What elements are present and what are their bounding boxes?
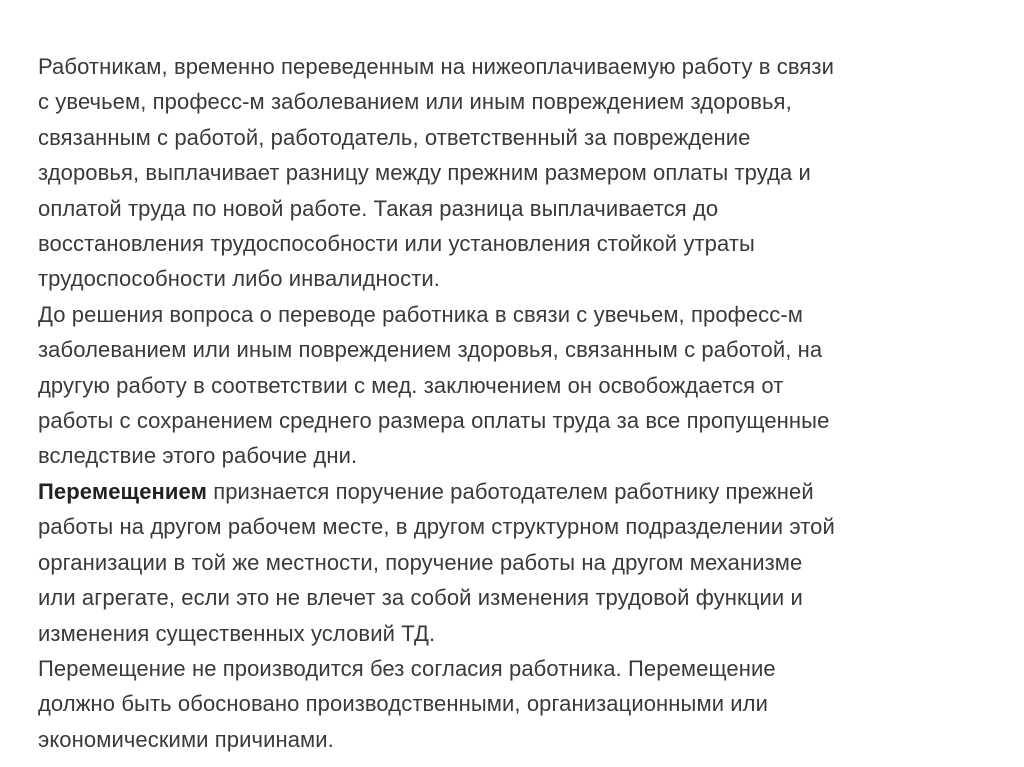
text-line: заболеванием или иным повреждением здоровья, связанным с работой, на [38, 337, 823, 363]
text-line: другую работу в соответствии с мед. заключением он освобождается от [38, 372, 784, 398]
text-line: или агрегате, если это не влечет за собой изменения трудовой функции и [38, 585, 803, 611]
text-line: работы на другом рабочем месте, в другом структурном подразделении этой [38, 514, 835, 540]
text-line [38, 474, 988, 509]
text-line: организации в той же местности, поручение работы на другом механизме [38, 549, 803, 575]
paragraph-wage-difference [38, 49, 988, 297]
text-line: вследствие этого рабочие дни. [38, 443, 358, 469]
text-line: Работникам, временно переведенным на нижеоплачиваемую работу в связи [38, 54, 834, 79]
text-line: здоровья, выплачивает разницу между прежним размером оплаты труда и [38, 160, 811, 186]
text-line: оплатой труда по новой работе. Такая разница выплачивается до [38, 195, 719, 221]
paragraph-transfer-consent [38, 651, 988, 757]
text-line: изменения существенных условий ТД. [38, 620, 436, 646]
paragraph-transfer-definition [38, 474, 988, 651]
text-line: работы с сохранением среднего размера оплаты труда за все пропущенные [38, 408, 830, 434]
text-line: экономическими причинами. [38, 726, 334, 752]
text-line: с увечьем, професс-м заболеванием или иным повреждением здоровья, [38, 89, 792, 115]
text-line: связанным с работой, работодатель, ответственный за повреждение [38, 124, 751, 150]
paragraph-release-from-work [38, 297, 988, 474]
text-line: Перемещение не производится без согласия работника. Перемещение [38, 655, 776, 681]
text-fragment: признается поручение работодателем работнику прежней [206, 478, 814, 504]
text-line: До решения вопроса о переводе работника в связи с увечьем, професс-м [38, 301, 804, 327]
text-line: восстановления трудоспособности или установления стойкой утраты [38, 231, 755, 257]
slide-text-body [38, 49, 988, 757]
text-line: трудоспособности либо инвалидности. [38, 266, 441, 292]
text-line: должно быть обосновано производственными, организационными или [38, 691, 769, 717]
defined-term: Перемещением [38, 478, 207, 504]
